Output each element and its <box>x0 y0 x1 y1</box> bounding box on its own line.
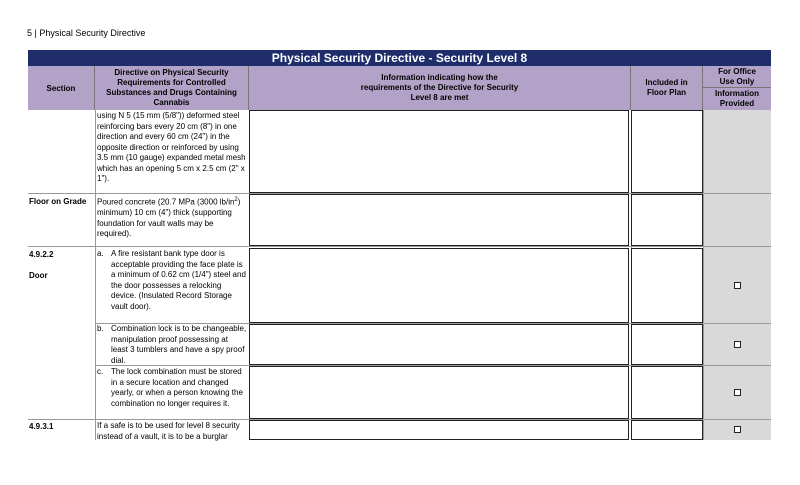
floor-plan-input[interactable] <box>631 194 703 246</box>
information-input[interactable] <box>249 110 629 193</box>
information-input[interactable] <box>249 420 629 440</box>
directive-text-part: ) minimum) 10 cm (4") thick (supporting foundation for vault walls may be required). <box>97 197 241 239</box>
floor-plan-input[interactable] <box>631 324 703 365</box>
directive-text-part: Poured concrete (20.7 MPa (3000 lb/in <box>97 197 235 207</box>
section-number: 4.9.2.2 <box>29 250 54 259</box>
information-input[interactable] <box>249 194 629 246</box>
column-divider <box>95 110 96 440</box>
information-provided-checkbox[interactable] <box>734 282 741 289</box>
information-header-label: Information indicating how the requirements of the Directive for Security Level 8 are met <box>360 73 519 102</box>
item-text: A fire resistant bank type door is acceptable providing the face plate is a minimum of 0.62 cm (1/4") steel and the door possesses a relocking device. (Insulated Record Storage vault door). <box>111 249 246 311</box>
superscript: 2 <box>234 197 238 203</box>
section-header-label: Section <box>46 83 76 93</box>
item-label: b. <box>97 324 104 333</box>
directive-item <box>97 249 247 312</box>
table-title: Physical Security Directive - Security Level 8 <box>28 50 771 66</box>
row-divider <box>28 246 771 247</box>
information-provided-checkbox[interactable] <box>734 341 741 348</box>
floor-plan-input[interactable] <box>631 248 703 323</box>
office-use-label <box>703 66 771 88</box>
office-use-header <box>703 66 771 110</box>
column-divider <box>703 110 704 440</box>
floor-plan-input[interactable] <box>631 366 703 419</box>
section-label: 4.9.3.1 <box>29 422 54 431</box>
floor-plan-input[interactable] <box>631 420 703 440</box>
information-provided-label <box>703 88 771 110</box>
page-header: 5 | Physical Security Directive <box>27 28 146 38</box>
directive-header-label: Directive on Physical Security Requirements for Controlled Substances and Drugs Containing Cannabis <box>106 68 237 107</box>
section-label: Floor on Grade <box>29 197 87 206</box>
information-provided-text: Information Provided <box>715 89 759 108</box>
directive-item <box>97 367 247 409</box>
information-input[interactable] <box>249 248 629 323</box>
directive-text: If a safe is to be used for level 8 security instead of a vault, it is to be a burglar <box>97 421 240 441</box>
floor-plan-header-label: Included in Floor Plan <box>645 78 688 97</box>
floor-plan-header <box>631 66 703 110</box>
information-header <box>249 66 631 110</box>
floor-plan-input[interactable] <box>631 110 703 193</box>
information-input[interactable] <box>249 324 629 365</box>
item-label: a. <box>97 249 104 258</box>
directive-item <box>97 324 247 366</box>
information-provided-checkbox[interactable] <box>734 389 741 396</box>
section-name: Door <box>29 271 48 280</box>
item-text: The lock combination must be stored in a secure location and changed yearly, or when a person knowing the combination no longer requires it. <box>111 367 243 408</box>
item-label: c. <box>97 367 104 376</box>
section-header <box>28 66 95 110</box>
directive-header <box>95 66 249 110</box>
information-provided-checkbox[interactable] <box>734 426 741 433</box>
item-text: Combination lock is to be changeable, manipulation proof possessing at least 3 tumblers and have a spy proof dial. <box>111 324 247 365</box>
directive-text: using N 5 (15 mm (5/8")) deformed steel reinforcing bars every 20 cm (8") in one direction and every 60 cm (24") in the opposite direction or reinforced by using 3.5 mm (10 gauge) expanded metal mesh which has an opening 5 cm x 2.5 cm (2" x 1"). <box>97 111 246 183</box>
office-use-text: For Office Use Only <box>718 66 756 86</box>
directive-text <box>97 195 247 240</box>
information-input[interactable] <box>249 366 629 419</box>
